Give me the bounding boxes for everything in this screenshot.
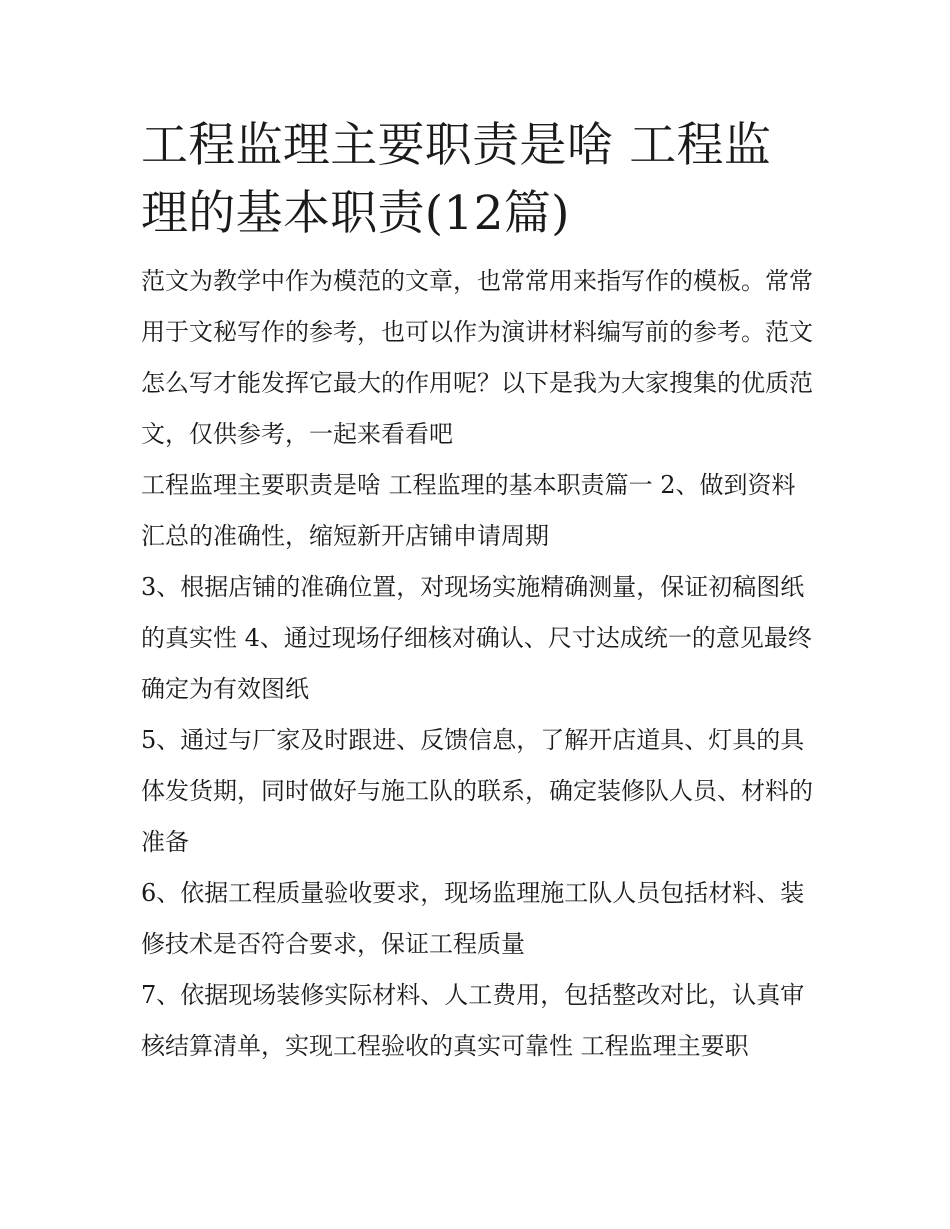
paragraph-item-6: 6、依据工程质量验收要求，现场监理施工队人员包括材料、装修技术是否符合要求，保证工程质量 [141, 879, 805, 958]
paragraph-item-3-4: 3、根据店铺的准确位置，对现场实施精确测量，保证初稿图纸的真实性 4、通过现场仔细核对确认、尺寸达成统一的意见最终确定为有效图纸 [141, 573, 812, 703]
paragraph-item-2: 工程监理主要职责是啥 工程监理的基本职责篇一 2、做到资料汇总的准确性，缩短新开店铺申请周期 [141, 471, 796, 550]
paragraph-item-7: 7、依据现场装修实际材料、人工费用，包括整改对比，认真审核结算清单，实现工程验收的真实可靠性 工程监理主要职 [141, 981, 805, 1060]
intro-paragraph: 范文为教学中作为模范的文章，也常常用来指写作的模板。常常用于文秘写作的参考，也可以作为演讲材料编写前的参考。范文怎么写才能发挥它最大的作用呢？以下是我为大家搜集的优质范文，仅供参考，一起来看看吧 [141, 267, 813, 448]
paragraph-item-5: 5、通过与厂家及时跟进、反馈信息，了解开店道具、灯具的具体发货期，同时做好与施工队的联系，确定装修队人员、材料的准备 [141, 726, 813, 856]
document-body [141, 112, 813, 1072]
document-title: 工程监理主要职责是啥 工程监理的基本职责(12篇) [141, 118, 772, 241]
